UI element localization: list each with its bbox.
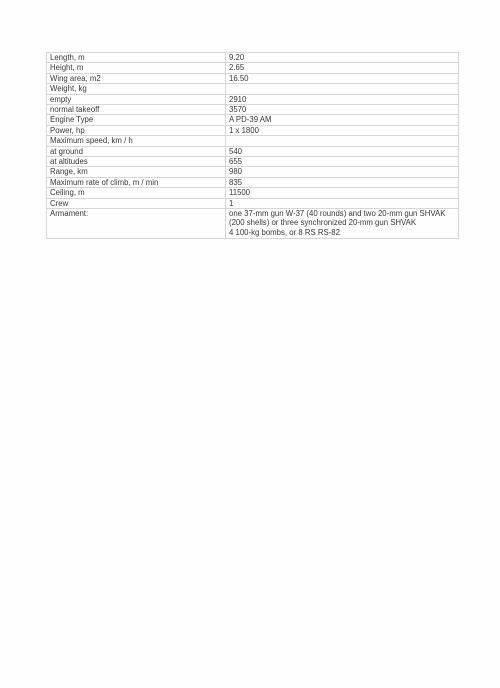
- armament-line: (200 shells) or three synchronized 20-mm gun SHVAK: [229, 218, 417, 228]
- table-row: [47, 167, 459, 177]
- row-label: normal takeoff: [47, 105, 226, 115]
- row-label: Crew: [47, 198, 226, 208]
- row-value: 655: [226, 157, 459, 167]
- table-row: [47, 73, 459, 83]
- table-row: [47, 125, 459, 135]
- row-label: at ground: [47, 146, 226, 156]
- row-value: A PD-39 AM: [226, 115, 459, 125]
- specifications-table: [46, 52, 459, 239]
- row-label: Length, m: [47, 53, 226, 63]
- row-label: empty: [47, 94, 226, 104]
- row-value: 980: [226, 167, 459, 177]
- table-row: [47, 136, 459, 146]
- row-label: Ceiling, m: [47, 188, 226, 198]
- table-row: [47, 188, 459, 198]
- row-label: Range, km: [47, 167, 226, 177]
- table-row: [47, 115, 459, 125]
- row-label: Wing area, m2: [47, 73, 226, 83]
- row-value: [226, 136, 459, 146]
- table-row: [47, 94, 459, 104]
- row-label: Maximum rate of climb, m / min: [47, 177, 226, 187]
- armament-value: [226, 209, 459, 239]
- row-label: Height, m: [47, 63, 226, 73]
- row-value: 16.50: [226, 73, 459, 83]
- armament-line: 4 100-kg bombs, or 8 RS RS-82: [229, 227, 340, 237]
- row-label: at altitudes: [47, 157, 226, 167]
- row-value: 2.65: [226, 63, 459, 73]
- table-row: [47, 63, 459, 73]
- row-value: 2910: [226, 94, 459, 104]
- armament-label: Armament:: [47, 209, 226, 239]
- row-value: 3570: [226, 105, 459, 115]
- table-row: [47, 84, 459, 94]
- row-value: 540: [226, 146, 459, 156]
- row-label: Maximum speed, km / h: [47, 136, 226, 146]
- row-value: [226, 84, 459, 94]
- table-row: [47, 177, 459, 187]
- row-value: 9.20: [226, 53, 459, 63]
- row-value: 11500: [226, 188, 459, 198]
- armament-line: one 37-mm gun W-37 (40 rounds) and two 20-mm gun SHVAK: [229, 209, 446, 219]
- row-value: 1: [226, 198, 459, 208]
- table-row: [47, 53, 459, 63]
- row-label: Weight, kg: [47, 84, 226, 94]
- table-row: [47, 157, 459, 167]
- row-label: Engine Type: [47, 115, 226, 125]
- row-label: Power, hp: [47, 125, 226, 135]
- table-row: [47, 105, 459, 115]
- table-row: [47, 146, 459, 156]
- row-value: 1 x 1800: [226, 125, 459, 135]
- row-value: 835: [226, 177, 459, 187]
- table-row: [47, 198, 459, 208]
- armament-row: [47, 209, 459, 239]
